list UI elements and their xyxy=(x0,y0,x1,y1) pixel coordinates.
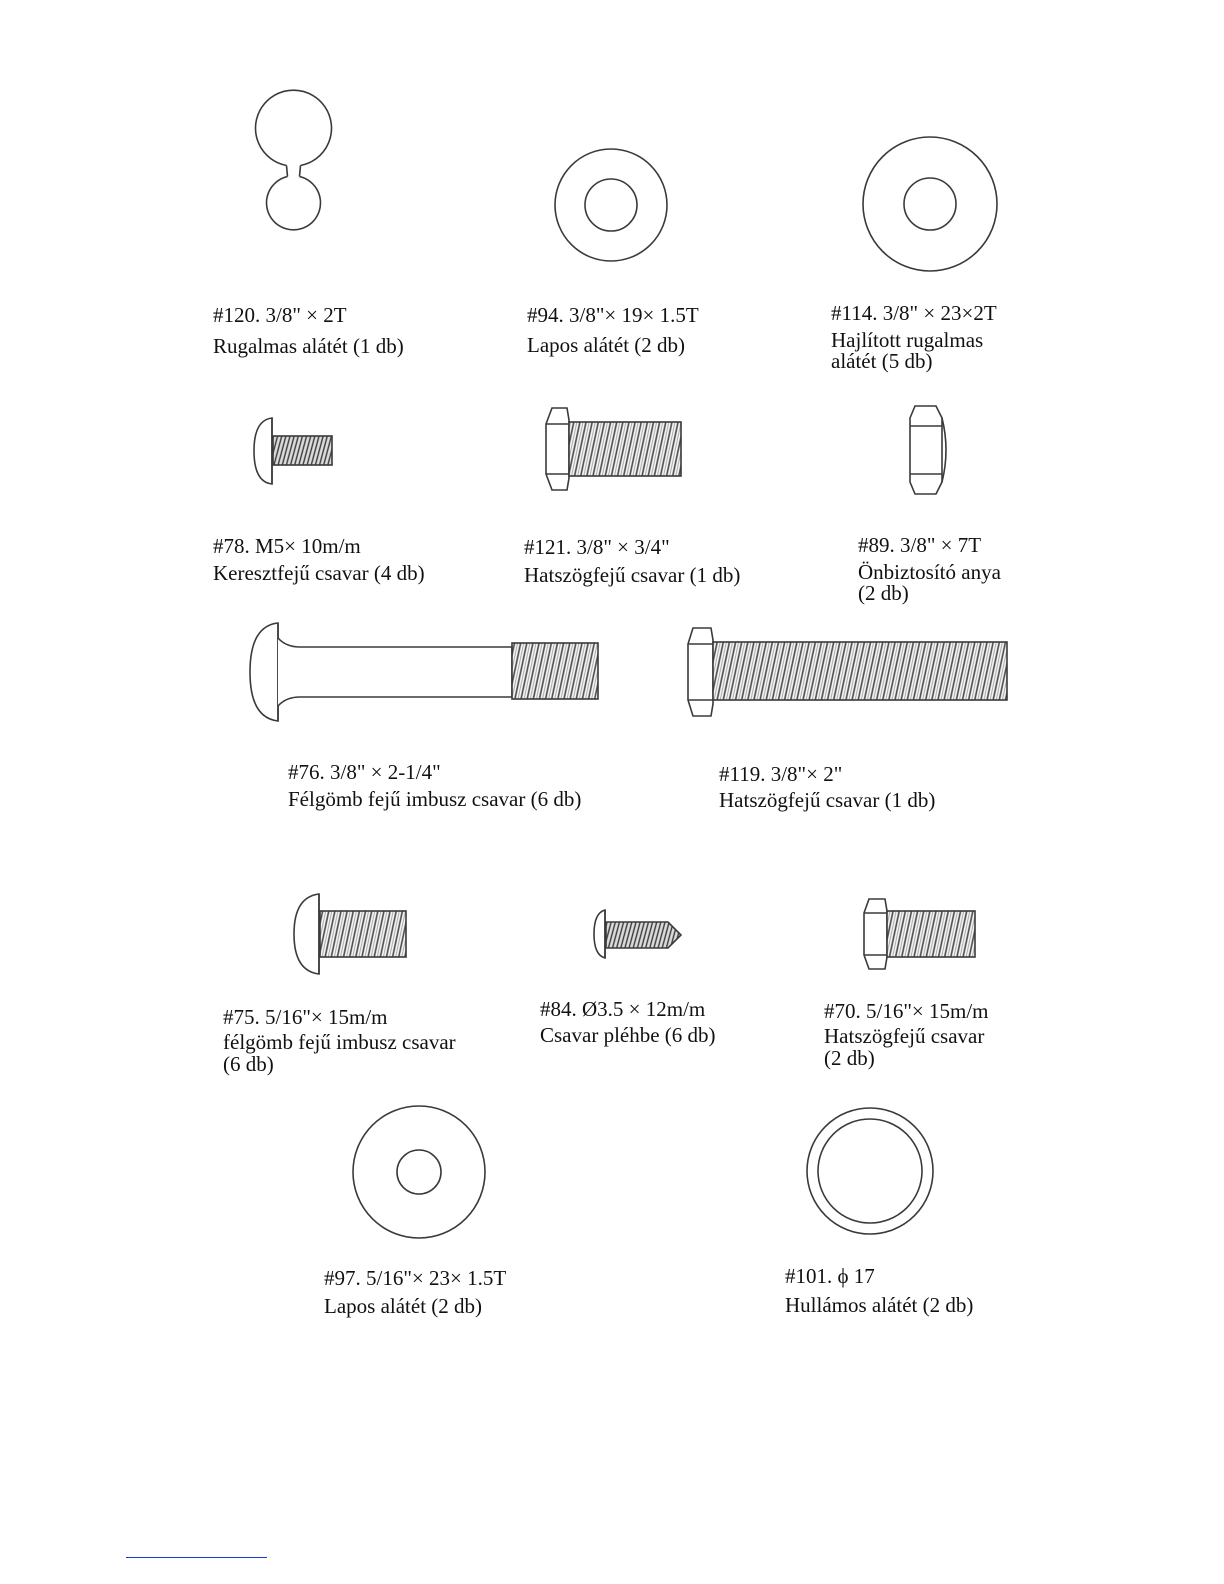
part-code: #94. 3/8"× 19× 1.5T xyxy=(527,303,699,327)
part-label-75 xyxy=(223,1006,456,1075)
part-label-78 xyxy=(213,535,425,584)
hex-bolt-icon xyxy=(864,899,975,969)
part-code: #121. 3/8" × 3/4" xyxy=(524,535,670,559)
lock-nut-icon xyxy=(910,406,946,494)
part-label-70 xyxy=(824,1000,989,1069)
part-code: #89. 3/8" × 7T xyxy=(858,533,982,557)
part-label-120 xyxy=(213,304,404,357)
flat-washer-icon xyxy=(555,149,667,261)
part-label-101 xyxy=(785,1265,973,1316)
part-code: #97. 5/16"× 23× 1.5T xyxy=(324,1266,507,1290)
part-description: Önbiztosító anya (2 db) xyxy=(858,560,1001,605)
part-label-84 xyxy=(540,998,716,1046)
part-label-121 xyxy=(524,536,740,586)
part-label-94 xyxy=(527,304,699,356)
part-code: #101. ϕ 17 xyxy=(785,1264,875,1288)
part-description: Hatszögfejű csavar (1 db) xyxy=(524,563,741,587)
part-code: #84. Ø3.5 × 12m/m xyxy=(540,997,706,1021)
part-label-119 xyxy=(719,763,935,811)
part-description: félgömb fejű imbusz csavar (6 db) xyxy=(223,1030,456,1076)
part-code: #75. 5/16"× 15m/m xyxy=(223,1005,388,1029)
part-label-89 xyxy=(858,534,1001,604)
flat-washer-icon xyxy=(353,1106,485,1238)
part-code: #119. 3/8"× 2" xyxy=(719,762,843,786)
part-code: #114. 3/8" × 23×2T xyxy=(831,301,997,325)
part-description: Lapos alátét (2 db) xyxy=(324,1294,483,1318)
part-description: Rugalmas alátét (1 db) xyxy=(213,334,404,358)
split-lock-washer-icon xyxy=(256,90,332,230)
part-label-114 xyxy=(831,302,997,372)
part-description: Lapos alátét (2 db) xyxy=(527,333,686,357)
hex-bolt-icon xyxy=(688,628,1007,716)
part-code: #78. M5× 10m/m xyxy=(213,534,361,558)
sheet-metal-screw-icon xyxy=(594,910,681,958)
part-description: Félgömb fejű imbusz csavar (6 db) xyxy=(288,787,582,811)
part-label-97 xyxy=(324,1267,506,1317)
hex-bolt-icon xyxy=(546,408,681,490)
part-code: #76. 3/8" × 2-1/4" xyxy=(288,760,441,784)
part-description: Hatszögfejű csavar (1 db) xyxy=(719,788,936,812)
part-description: Hajlított rugalmas alátét (5 db) xyxy=(831,328,984,373)
part-description: Hullámos alátét (2 db) xyxy=(785,1293,974,1317)
part-description: Csavar pléhbe (6 db) xyxy=(540,1023,716,1047)
part-description: Hatszögfejű csavar (2 db) xyxy=(824,1024,985,1070)
part-label-76 xyxy=(288,761,581,810)
wave-washer-icon xyxy=(807,1108,933,1234)
part-code: #120. 3/8" × 2T xyxy=(213,303,347,327)
part-code: #70. 5/16"× 15m/m xyxy=(824,999,989,1023)
button-head-bolt-icon xyxy=(250,623,598,721)
button-head-bolt-icon xyxy=(294,894,406,974)
part-description: Keresztfejű csavar (4 db) xyxy=(213,561,425,585)
footnote-separator xyxy=(126,1557,267,1558)
curved-spring-washer-icon xyxy=(863,137,997,271)
phillips-screw-icon xyxy=(254,418,332,484)
